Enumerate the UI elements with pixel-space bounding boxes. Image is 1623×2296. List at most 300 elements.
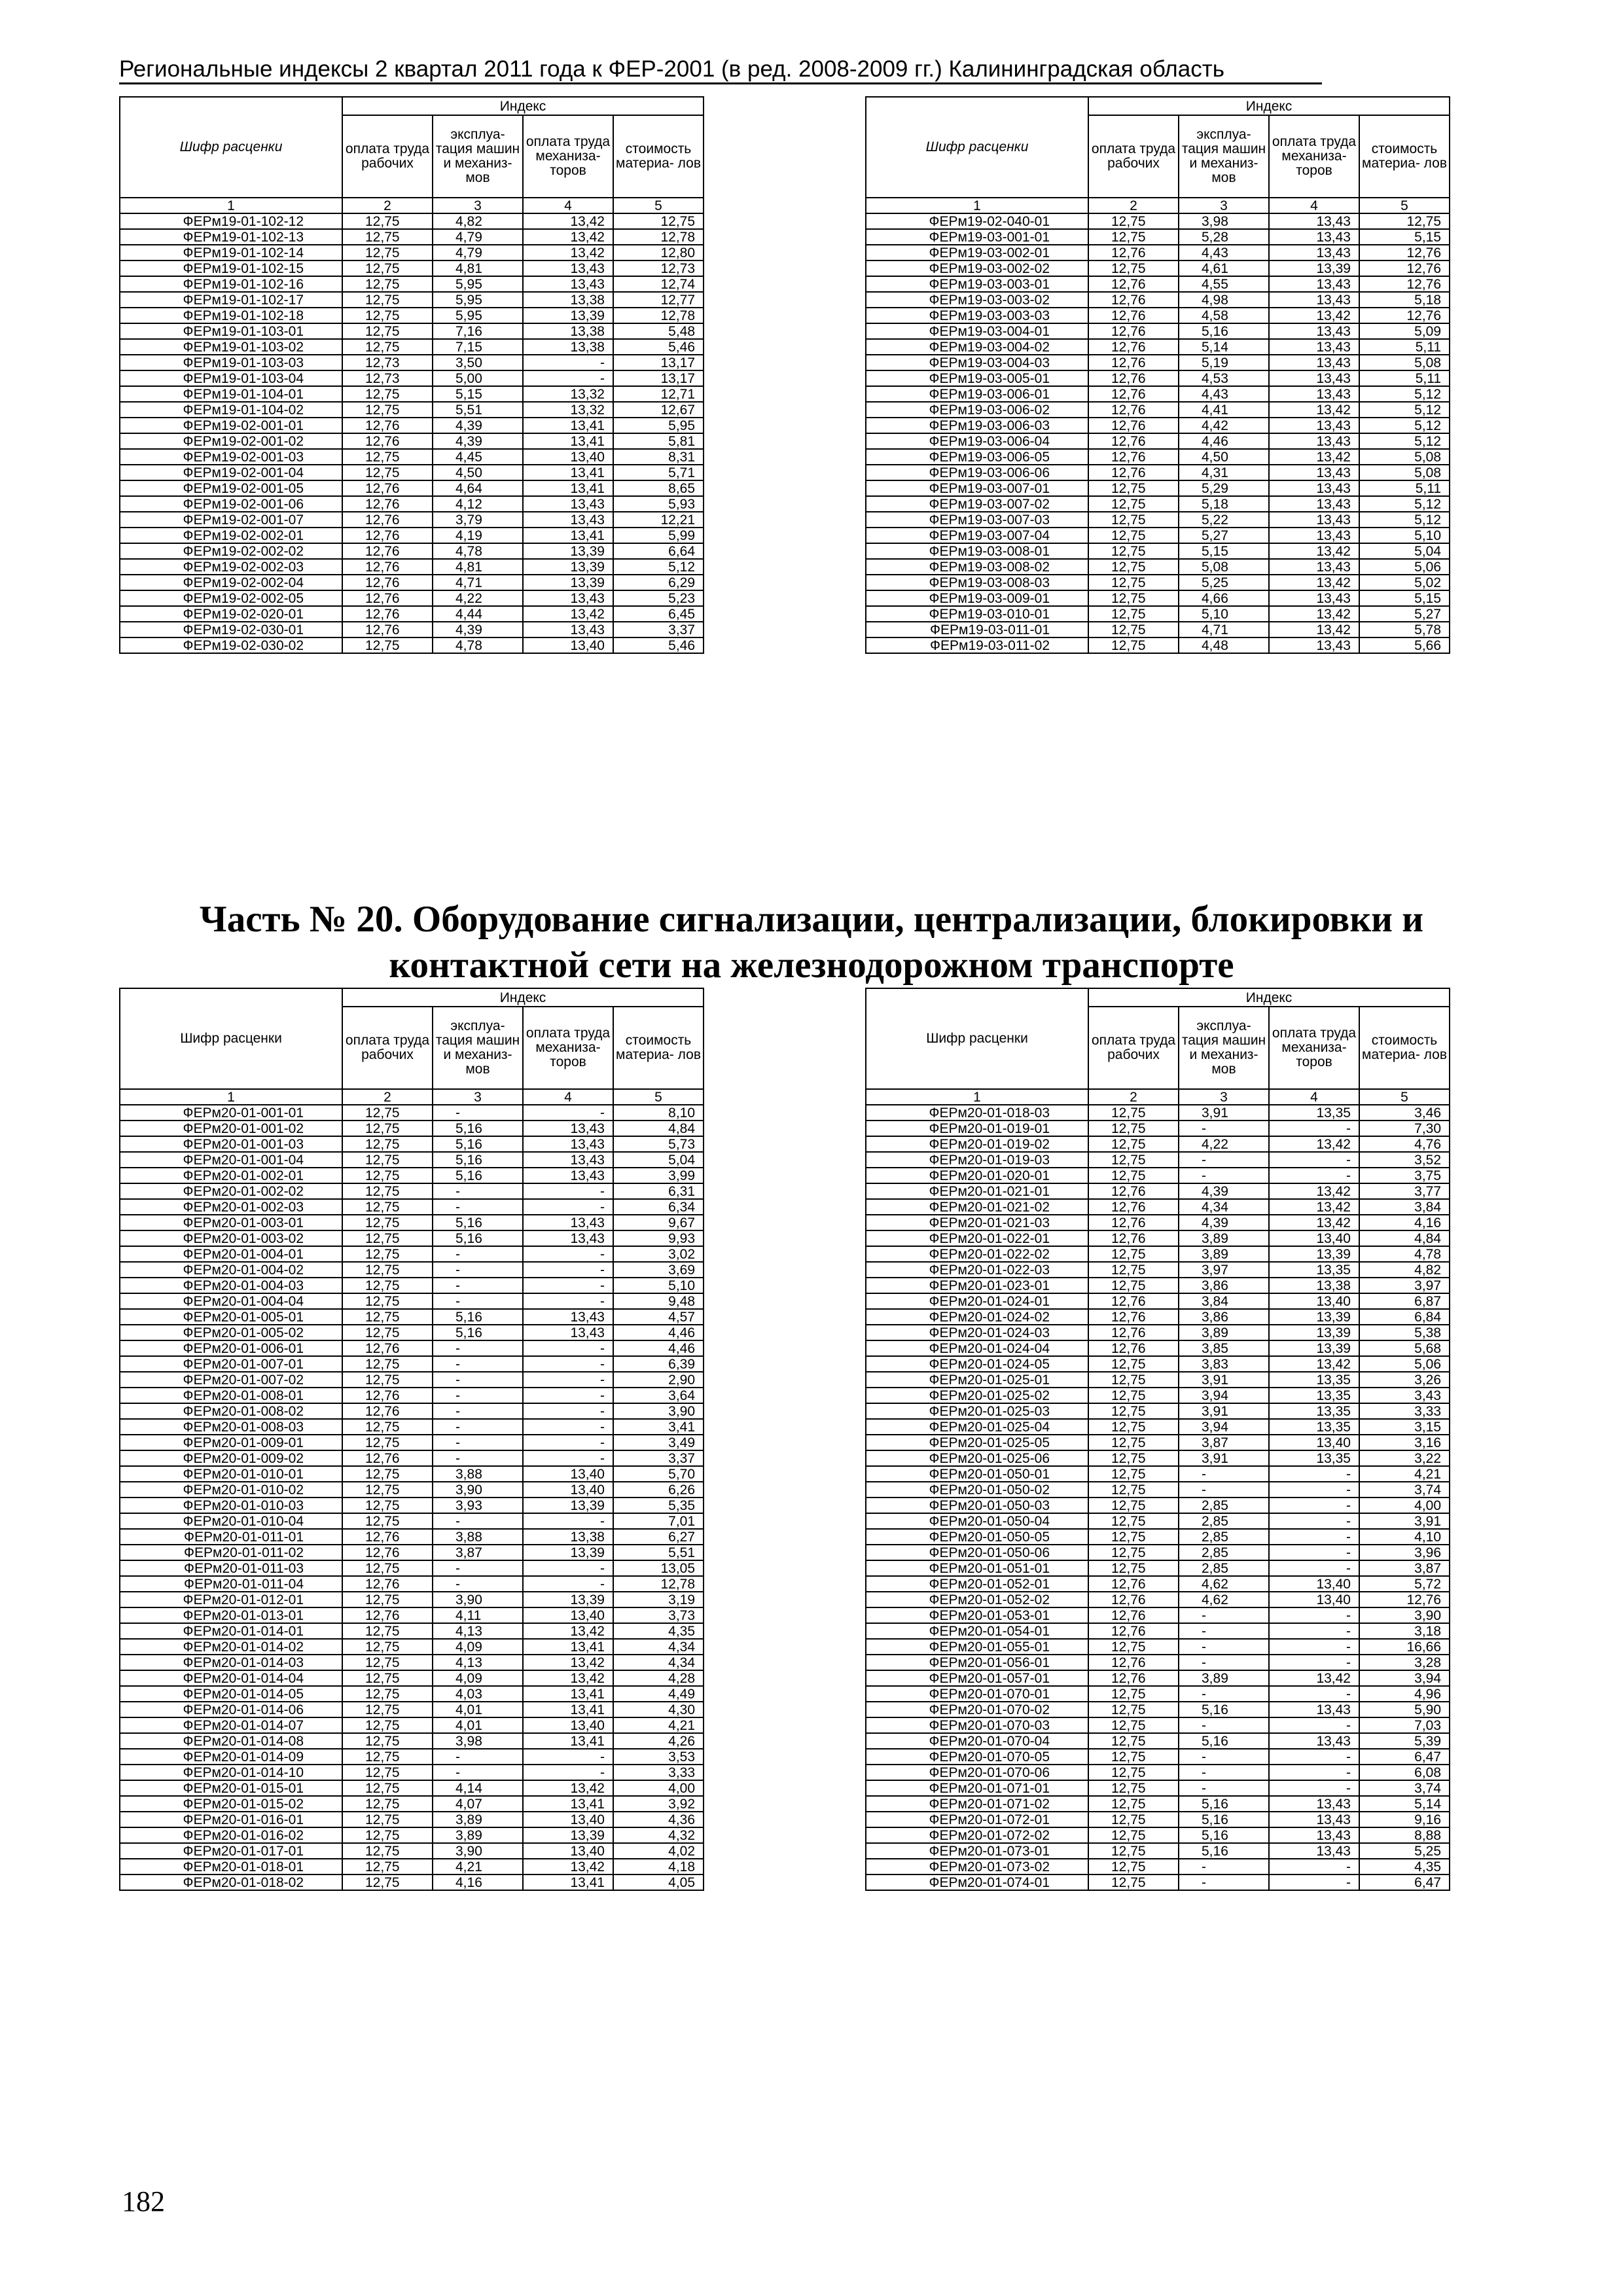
- materials-cost: 6,34: [613, 1199, 704, 1215]
- labor-wage: 12,75: [342, 637, 433, 653]
- operator-wage: 13,42: [523, 213, 613, 229]
- table-row: [120, 1560, 704, 1576]
- column-number-row: [120, 1089, 704, 1105]
- operator-wage: -: [523, 1262, 613, 1278]
- labor-wage: 12,75: [1088, 1498, 1179, 1513]
- rate-code: ФЕРм20-01-072-01: [866, 1812, 1088, 1827]
- materials-cost: 3,74: [1359, 1780, 1450, 1796]
- machine-operation: -: [433, 1576, 523, 1592]
- materials-cost: 6,87: [1359, 1293, 1450, 1309]
- operator-wage: -: [523, 1372, 613, 1388]
- operator-wage: 13,39: [523, 543, 613, 559]
- rate-code: ФЕРм20-01-025-06: [866, 1450, 1088, 1466]
- rate-code: ФЕРм19-02-001-03: [120, 449, 342, 465]
- operator-wage: 13,39: [1269, 1325, 1359, 1340]
- labor-wage: 12,75: [1088, 1843, 1179, 1859]
- labor-wage: 12,75: [342, 1230, 433, 1246]
- machine-operation: 3,84: [1179, 1293, 1269, 1309]
- rate-code: ФЕРм20-01-009-01: [120, 1435, 342, 1450]
- rate-code: ФЕРм20-01-051-01: [866, 1560, 1088, 1576]
- column-number-3: 3: [433, 198, 523, 213]
- rate-code: ФЕРм20-01-073-02: [866, 1859, 1088, 1874]
- rate-code: ФЕРм19-02-001-02: [120, 433, 342, 449]
- machine-operation: 3,89: [1179, 1230, 1269, 1246]
- operator-wage: 13,39: [523, 1545, 613, 1560]
- labor-wage: 12,75: [342, 1686, 433, 1702]
- machine-operation: 4,39: [433, 418, 523, 433]
- operator-wage: 13,40: [523, 1812, 613, 1827]
- operator-wage: -: [523, 1388, 613, 1403]
- materials-cost: 4,10: [1359, 1529, 1450, 1545]
- labor-wage: 12,75: [1088, 1812, 1179, 1827]
- operator-wage: 13,42: [523, 245, 613, 260]
- materials-cost: 9,93: [613, 1230, 704, 1246]
- table-row: [866, 1388, 1450, 1403]
- machine-operation: 4,34: [1179, 1199, 1269, 1215]
- labor-wage: 12,75: [1088, 1560, 1179, 1576]
- labor-wage: 12,75: [342, 1183, 433, 1199]
- column-number-4: 4: [1269, 198, 1359, 213]
- labor-wage: 12,76: [342, 480, 433, 496]
- operator-wage: -: [523, 1246, 613, 1262]
- operator-wage: -: [1269, 1466, 1359, 1482]
- table-row: [866, 528, 1450, 543]
- operator-wage: -: [1269, 1482, 1359, 1498]
- machine-operation: 3,90: [433, 1482, 523, 1498]
- materials-cost: 5,39: [1359, 1733, 1450, 1749]
- labor-wage: 12,75: [1088, 1419, 1179, 1435]
- table-row: [120, 1592, 704, 1607]
- rate-code: ФЕРм20-01-008-03: [120, 1419, 342, 1435]
- rate-code: ФЕРм19-01-104-02: [120, 402, 342, 418]
- materials-cost: 4,26: [613, 1733, 704, 1749]
- rate-code: ФЕРм20-01-024-02: [866, 1309, 1088, 1325]
- machine-operation: 4,50: [1179, 449, 1269, 465]
- operator-wage: 13,42: [1269, 622, 1359, 637]
- operator-wage: -: [523, 1356, 613, 1372]
- rates-table-3: [119, 988, 704, 1891]
- materials-cost: 5,11: [1359, 480, 1450, 496]
- operator-wage: 13,43: [523, 1152, 613, 1168]
- table-row: [866, 1262, 1450, 1278]
- rate-code: ФЕРм19-02-030-02: [120, 637, 342, 653]
- machine-operation: 5,14: [1179, 339, 1269, 355]
- table-row: [120, 276, 704, 292]
- rate-code: ФЕРм20-01-071-02: [866, 1796, 1088, 1812]
- machine-operation: 4,13: [433, 1623, 523, 1639]
- machine-operation: -: [433, 1513, 523, 1529]
- table-row: [120, 1199, 704, 1215]
- labor-wage: 12,76: [342, 1607, 433, 1623]
- operator-wage: -: [1269, 1498, 1359, 1513]
- table-row: [866, 260, 1450, 276]
- rate-code: ФЕРм20-01-074-01: [866, 1874, 1088, 1890]
- rate-code: ФЕРм20-01-003-02: [120, 1230, 342, 1246]
- machine-operation: 3,93: [433, 1498, 523, 1513]
- labor-wage: 12,75: [1088, 1450, 1179, 1466]
- operator-wage: 13,35: [1269, 1419, 1359, 1435]
- column-number-1: 1: [866, 198, 1088, 213]
- labor-wage: 12,76: [1088, 1309, 1179, 1325]
- labor-wage: 12,75: [1088, 1702, 1179, 1717]
- table-body: [120, 213, 704, 653]
- machine-operation: -: [433, 1246, 523, 1262]
- operator-wage: 13,41: [523, 1733, 613, 1749]
- column-number-2: 2: [1088, 198, 1179, 213]
- labor-wage: 12,76: [342, 1529, 433, 1545]
- table-row: [120, 637, 704, 653]
- machine-operation: 2,85: [1179, 1545, 1269, 1560]
- materials-cost: 4,78: [1359, 1246, 1450, 1262]
- rate-code: ФЕРм20-01-071-01: [866, 1780, 1088, 1796]
- table-row: [866, 1717, 1450, 1733]
- labor-wage: 12,76: [1088, 370, 1179, 386]
- table-row: [120, 1372, 704, 1388]
- machine-operation: -: [1179, 1686, 1269, 1702]
- materials-cost: 3,02: [613, 1246, 704, 1262]
- machine-operation: 3,88: [433, 1529, 523, 1545]
- rate-code: ФЕРм19-02-002-01: [120, 528, 342, 543]
- operator-wage: 13,35: [1269, 1403, 1359, 1419]
- rate-code: ФЕРм20-01-057-01: [866, 1670, 1088, 1686]
- labor-wage: 12,75: [1088, 1278, 1179, 1293]
- machine-operation: -: [433, 1435, 523, 1450]
- rate-code: ФЕРм19-02-001-06: [120, 496, 342, 512]
- operator-wage: 13,42: [1269, 606, 1359, 622]
- materials-cost: 5,23: [613, 590, 704, 606]
- rate-code: ФЕРм19-03-006-06: [866, 465, 1088, 480]
- operator-wage: 13,40: [1269, 1230, 1359, 1246]
- materials-cost: 3,94: [1359, 1670, 1450, 1686]
- rate-code: ФЕРм20-01-070-04: [866, 1733, 1088, 1749]
- labor-wage: 12,76: [342, 1450, 433, 1466]
- operator-wage: -: [523, 1340, 613, 1356]
- materials-cost: 6,29: [613, 575, 704, 590]
- table-row: [866, 1655, 1450, 1670]
- labor-wage: 12,75: [1088, 260, 1179, 276]
- materials-cost: 3,33: [613, 1765, 704, 1780]
- materials-cost: 3,90: [1359, 1607, 1450, 1623]
- rate-code: ФЕРм20-01-005-02: [120, 1325, 342, 1340]
- code-column-header: Шифр расценки: [866, 97, 1088, 198]
- labor-wage: 12,75: [342, 1246, 433, 1262]
- machine-operation: 5,29: [1179, 480, 1269, 496]
- labor-wage: 12,76: [1088, 1655, 1179, 1670]
- operator-wage: 13,40: [1269, 1293, 1359, 1309]
- operator-wage: -: [523, 1576, 613, 1592]
- machine-operation: 4,44: [433, 606, 523, 622]
- rate-code: ФЕРм19-03-004-01: [866, 323, 1088, 339]
- rate-code: ФЕРм20-01-014-01: [120, 1623, 342, 1639]
- machine-operation: -: [433, 1262, 523, 1278]
- column-number-5: 5: [1359, 1089, 1450, 1105]
- labor-wage: 12,75: [1088, 1121, 1179, 1136]
- rate-code: ФЕРм19-02-001-07: [120, 512, 342, 528]
- machine-operation: 3,89: [433, 1827, 523, 1843]
- materials-cost: 4,36: [613, 1812, 704, 1827]
- operator-wage: -: [523, 1765, 613, 1780]
- materials-cost: 5,71: [613, 465, 704, 480]
- materials-cost: 13,17: [613, 355, 704, 370]
- machine-operation: 4,42: [1179, 418, 1269, 433]
- materials-cost: 4,16: [1359, 1215, 1450, 1230]
- materials-cost: 4,35: [1359, 1859, 1450, 1874]
- labor-wage: 12,75: [342, 1874, 433, 1890]
- table-row: [120, 1262, 704, 1278]
- rate-code: ФЕРм20-01-017-01: [120, 1843, 342, 1859]
- operator-wage: -: [1269, 1121, 1359, 1136]
- labor-wage: 12,76: [1088, 308, 1179, 323]
- table-header: [866, 988, 1450, 1105]
- operator-wage: 13,43: [523, 512, 613, 528]
- machine-operation: 4,79: [433, 229, 523, 245]
- rate-code: ФЕРм20-01-025-02: [866, 1388, 1088, 1403]
- table-row: [866, 1749, 1450, 1765]
- operator-wage: -: [523, 1199, 613, 1215]
- rate-code: ФЕРм20-01-010-02: [120, 1482, 342, 1498]
- labor-wage: 12,76: [1088, 1293, 1179, 1309]
- materials-cost: 5,14: [1359, 1796, 1450, 1812]
- operator-wage: 13,38: [1269, 1278, 1359, 1293]
- table-row: [120, 229, 704, 245]
- rate-code: ФЕРм20-01-009-02: [120, 1450, 342, 1466]
- materials-cost: 6,47: [1359, 1749, 1450, 1765]
- labor-wage-header: оплата труда рабочих: [342, 1007, 433, 1089]
- rate-code: ФЕРм20-01-014-03: [120, 1655, 342, 1670]
- materials-cost: 16,66: [1359, 1639, 1450, 1655]
- rate-code: ФЕРм20-01-050-02: [866, 1482, 1088, 1498]
- table-row: [866, 480, 1450, 496]
- materials-cost: 3,87: [1359, 1560, 1450, 1576]
- machine-operation: 4,79: [433, 245, 523, 260]
- page-header: Региональные индексы 2 квартал 2011 года к ФЕР-2001 (в ред. 2008-2009 гг.) Калининградская область: [119, 56, 1322, 84]
- machine-operation: 3,85: [1179, 1340, 1269, 1356]
- operator-wage: 13,42: [523, 1623, 613, 1639]
- operator-wage: -: [523, 1183, 613, 1199]
- table-row: [120, 1827, 704, 1843]
- operator-wage: 13,32: [523, 402, 613, 418]
- table-row: [866, 1623, 1450, 1639]
- machine-operation: 4,62: [1179, 1592, 1269, 1607]
- operator-wage: 13,43: [523, 496, 613, 512]
- table-row: [120, 245, 704, 260]
- materials-cost: 9,16: [1359, 1812, 1450, 1827]
- rate-code: ФЕРм20-01-024-01: [866, 1293, 1088, 1309]
- materials-cost: 12,78: [613, 308, 704, 323]
- operator-wage: 13,43: [1269, 465, 1359, 480]
- operator-wage: 13,43: [1269, 559, 1359, 575]
- rate-code: ФЕРм19-03-001-01: [866, 229, 1088, 245]
- machine-operation: 4,39: [1179, 1215, 1269, 1230]
- machine-operation: 3,94: [1179, 1388, 1269, 1403]
- materials-cost: 5,11: [1359, 339, 1450, 355]
- machine-operation: -: [433, 1293, 523, 1309]
- rate-code: ФЕРм19-03-003-01: [866, 276, 1088, 292]
- machine-operation: 3,83: [1179, 1356, 1269, 1372]
- table-row: [120, 1655, 704, 1670]
- labor-wage: 12,75: [1088, 1513, 1179, 1529]
- labor-wage: 12,75: [342, 402, 433, 418]
- rate-code: ФЕРм20-01-015-02: [120, 1796, 342, 1812]
- rate-code: ФЕРм20-01-016-01: [120, 1812, 342, 1827]
- machine-operation: -: [433, 1340, 523, 1356]
- machine-operation: -: [1179, 1874, 1269, 1890]
- rate-code: ФЕРм20-01-004-02: [120, 1262, 342, 1278]
- table-row: [866, 637, 1450, 653]
- table-row: [120, 1765, 704, 1780]
- rate-code: ФЕРм20-01-002-02: [120, 1183, 342, 1199]
- materials-cost: 3,53: [613, 1749, 704, 1765]
- rate-code: ФЕРм20-01-018-01: [120, 1859, 342, 1874]
- machine-operation: 5,16: [1179, 323, 1269, 339]
- materials-cost: 3,15: [1359, 1419, 1450, 1435]
- rate-code: ФЕРм19-01-102-17: [120, 292, 342, 308]
- table-row: [866, 1639, 1450, 1655]
- table-row: [120, 606, 704, 622]
- labor-wage: 12,75: [342, 1765, 433, 1780]
- labor-wage: 12,75: [1088, 1466, 1179, 1482]
- operator-wage: -: [1269, 1607, 1359, 1623]
- table-row: [866, 1529, 1450, 1545]
- machine-operation: 4,55: [1179, 276, 1269, 292]
- table-row: [120, 1702, 704, 1717]
- table-row: [866, 1827, 1450, 1843]
- table-row: [866, 559, 1450, 575]
- table-row: [120, 1340, 704, 1356]
- table-row: [120, 1435, 704, 1450]
- table-row: [120, 1796, 704, 1812]
- table-row: [120, 1450, 704, 1466]
- rate-code: ФЕРм19-03-006-03: [866, 418, 1088, 433]
- column-number-3: 3: [1179, 198, 1269, 213]
- machine-operation: 2,85: [1179, 1513, 1269, 1529]
- table-row: [120, 622, 704, 637]
- machine-operation-header: эксплуа- тация машин и механиз- мов: [1179, 115, 1269, 198]
- table-row: [866, 1498, 1450, 1513]
- labor-wage: 12,75: [1088, 1827, 1179, 1843]
- labor-wage: 12,75: [342, 308, 433, 323]
- rate-code: ФЕРм20-01-020-01: [866, 1168, 1088, 1183]
- materials-cost: 3,96: [1359, 1545, 1450, 1560]
- labor-wage: 12,75: [342, 1136, 433, 1152]
- operator-wage: -: [523, 1419, 613, 1435]
- labor-wage: 12,75: [342, 1749, 433, 1765]
- table-row: [866, 229, 1450, 245]
- machine-operation: 7,15: [433, 339, 523, 355]
- operator-wage: 13,43: [1269, 418, 1359, 433]
- operator-wage: -: [1269, 1529, 1359, 1545]
- machine-operation: 5,15: [433, 386, 523, 402]
- labor-wage: 12,76: [1088, 339, 1179, 355]
- labor-wage: 12,75: [1088, 1482, 1179, 1498]
- labor-wage: 12,75: [342, 323, 433, 339]
- materials-cost: 3,52: [1359, 1152, 1450, 1168]
- machine-operation: 3,86: [1179, 1309, 1269, 1325]
- operator-wage: 13,43: [523, 1121, 613, 1136]
- table-row: [866, 1560, 1450, 1576]
- machine-operation: -: [433, 1388, 523, 1403]
- materials-cost: 4,32: [613, 1827, 704, 1843]
- rate-code: ФЕРм19-03-002-02: [866, 260, 1088, 276]
- machine-operation: 4,16: [433, 1874, 523, 1890]
- operator-wage: 13,42: [523, 229, 613, 245]
- labor-wage: 12,76: [342, 606, 433, 622]
- materials-cost: 5,12: [1359, 418, 1450, 433]
- column-number-5: 5: [1359, 198, 1450, 213]
- operator-wage-header: оплата труда механиза- торов: [523, 115, 613, 198]
- materials-cost-header: стоимость материа- лов: [1359, 1007, 1450, 1089]
- machine-operation-header: эксплуа- тация машин и механиз- мов: [433, 1007, 523, 1089]
- table-row: [120, 465, 704, 480]
- operator-wage: -: [523, 1293, 613, 1309]
- operator-wage: -: [1269, 1639, 1359, 1655]
- materials-cost: 6,39: [613, 1356, 704, 1372]
- rate-code: ФЕРм20-01-014-09: [120, 1749, 342, 1765]
- machine-operation: -: [1179, 1152, 1269, 1168]
- table-row: [120, 402, 704, 418]
- rate-code: ФЕРм19-03-008-01: [866, 543, 1088, 559]
- rate-code: ФЕРм20-01-008-02: [120, 1403, 342, 1419]
- machine-operation: 4,43: [1179, 386, 1269, 402]
- machine-operation: 3,91: [1179, 1450, 1269, 1466]
- labor-wage: 12,76: [1088, 1670, 1179, 1686]
- rate-code: ФЕРм20-01-022-01: [866, 1230, 1088, 1246]
- operator-wage: 13,42: [1269, 1670, 1359, 1686]
- machine-operation: 4,09: [433, 1670, 523, 1686]
- materials-cost: 8,31: [613, 449, 704, 465]
- table-row: [120, 1498, 704, 1513]
- operator-wage: 13,40: [523, 449, 613, 465]
- machine-operation: -: [1179, 1717, 1269, 1733]
- materials-cost: 5,51: [613, 1545, 704, 1560]
- rate-code: ФЕРм20-01-004-03: [120, 1278, 342, 1293]
- machine-operation: 4,19: [433, 528, 523, 543]
- materials-cost: 4,82: [1359, 1262, 1450, 1278]
- machine-operation: -: [433, 1183, 523, 1199]
- labor-wage: 12,75: [1088, 1749, 1179, 1765]
- rate-code: ФЕРм19-03-006-02: [866, 402, 1088, 418]
- labor-wage: 12,75: [342, 1293, 433, 1309]
- labor-wage: 12,75: [342, 1498, 433, 1513]
- machine-operation: 4,81: [433, 559, 523, 575]
- table-row: [866, 355, 1450, 370]
- materials-cost: 3,46: [1359, 1105, 1450, 1121]
- materials-cost: 4,18: [613, 1859, 704, 1874]
- machine-operation: -: [1179, 1859, 1269, 1874]
- materials-cost: 3,64: [613, 1388, 704, 1403]
- labor-wage: 12,75: [342, 386, 433, 402]
- labor-wage: 12,75: [1088, 1686, 1179, 1702]
- labor-wage: 12,75: [1088, 528, 1179, 543]
- labor-wage: 12,76: [1088, 1576, 1179, 1592]
- rate-code: ФЕРм20-01-010-03: [120, 1498, 342, 1513]
- labor-wage: 12,75: [342, 1356, 433, 1372]
- operator-wage: -: [1269, 1874, 1359, 1890]
- labor-wage: 12,76: [1088, 1325, 1179, 1340]
- table-row: [120, 449, 704, 465]
- operator-wage: 13,43: [523, 1168, 613, 1183]
- materials-cost: 3,26: [1359, 1372, 1450, 1388]
- labor-wage: 12,75: [342, 1466, 433, 1482]
- rate-code: ФЕРм19-03-008-03: [866, 575, 1088, 590]
- materials-cost: 5,04: [1359, 543, 1450, 559]
- machine-operation: 5,00: [433, 370, 523, 386]
- machine-operation: 5,10: [1179, 606, 1269, 622]
- rate-code: ФЕРм20-01-072-02: [866, 1827, 1088, 1843]
- operator-wage: 13,41: [523, 465, 613, 480]
- machine-operation: -: [1179, 1749, 1269, 1765]
- table-row: [120, 1576, 704, 1592]
